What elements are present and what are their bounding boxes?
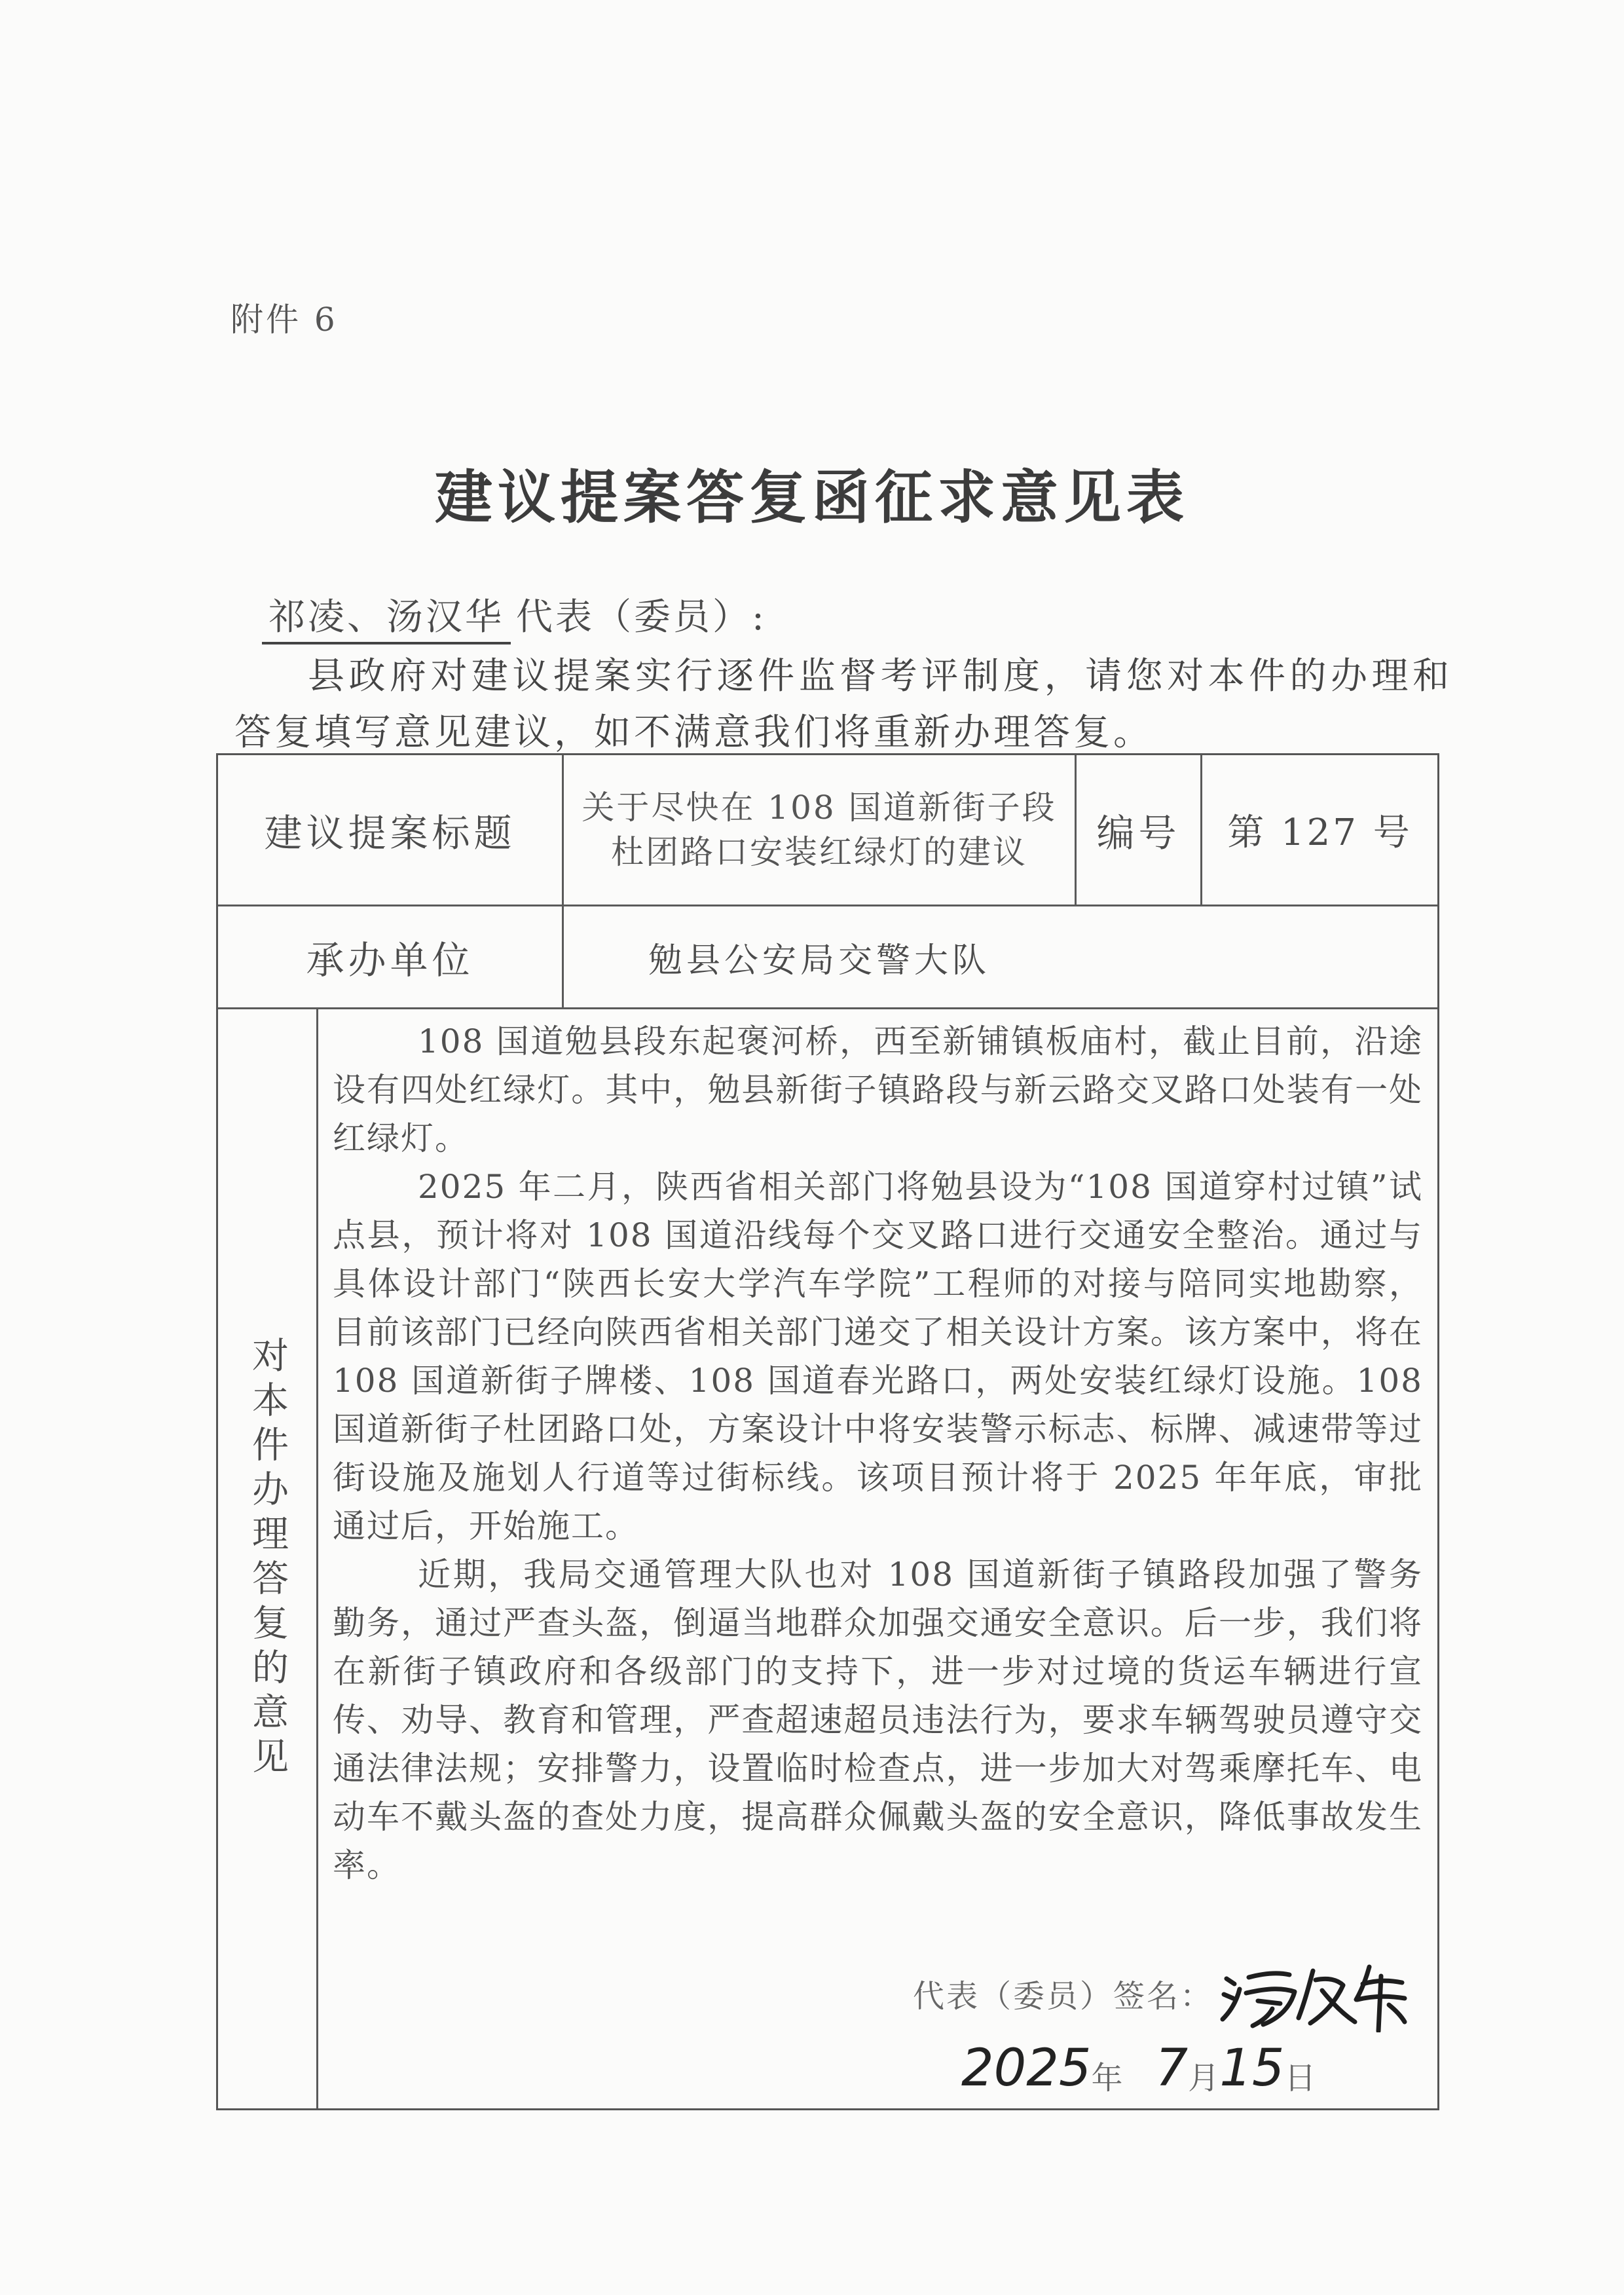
date-month: 7	[1155, 2039, 1189, 2098]
addressee-names: 祁凌、汤汉华	[262, 588, 511, 644]
date-month-unit: 月	[1188, 2060, 1220, 2097]
dept-value: 勉县公安局交警大队	[648, 941, 990, 980]
date-year: 2025	[961, 2039, 1092, 2098]
date-day: 15	[1219, 2039, 1285, 2098]
dept-label: 承办单位	[306, 938, 474, 982]
reply-body	[333, 1017, 1423, 1890]
opinion-label-text: 对本件办理答复的意见	[246, 1336, 289, 1782]
document-title: 建议提案答复函征求意见表	[434, 463, 1189, 531]
date-day-unit: 日	[1284, 2060, 1316, 2097]
opinion-label	[218, 1009, 316, 2109]
handwritten-signature	[1217, 1954, 1414, 2032]
reply-paragraph: 近期，我局交通管理大队也对 108 国道新街子镇路段加强了警务勤务，通过严查头盔，倒逼当地群众加强交通安全意识。后一步，我们将在新街子镇政府和各级部门的支持下，进一步对过境的货运车辆进行宣传、劝导、教育和管理，严查超速超员违法行为，要求车辆驾驶员遵守交通法律法规；安排警力，设置临时检查点，进一步加大对驾乘摩托车、电动车不戴头盔的查处力度，提高群众佩戴头盔的安全意识，降低事故发生率。	[333, 1556, 1423, 1884]
attachment-label: 附件 6	[231, 301, 338, 339]
proposal-title-label: 建议提案标题	[264, 811, 516, 855]
date-year-unit: 年	[1091, 2060, 1123, 2097]
number-value: 第 127 号	[1227, 812, 1412, 854]
signature-date	[961, 2039, 1316, 2098]
reply-paragraph: 2025 年二月，陕西省相关部门将勉县设为“108 国道穿村过镇”试点县，预计将对 108 国道沿线每个交叉路口进行交通安全整治。通过与具体设计部门“陕西长安大学汽车学院”工程师的对接与陪同实地勘察，目前该部门已经向陕西省相关部门递交了相关设计方案。该方案中，将在 108 国道新街子牌楼、108 国道春光路口，两处安装红绿灯设施。108 国道新街子杜团路口处，方案设计中将安装警示标志、标牌、减速带等过街设施及施划人行道等过街标线。该项目预计将于 2025 年年底，审批通过后，开始施工。	[333, 1168, 1423, 1545]
column-divider	[316, 1007, 318, 2108]
proposal-title-value: 关于尽快在 108 国道新街子段杜团路口安装红绿灯的建议	[581, 789, 1057, 871]
number-label: 编号	[1096, 811, 1181, 855]
row-divider	[218, 1007, 1437, 1009]
signature-line	[913, 1954, 1414, 2032]
addressee-line	[262, 588, 767, 644]
opinion-form-table	[216, 753, 1439, 2110]
signature-label: 代表（委员）签名：	[912, 1977, 1213, 2015]
addressee-role: 代表（委员）:	[516, 596, 767, 639]
reply-paragraph: 108 国道勉县段东起褒河桥，西至新铺镇板庙村，截止目前，沿途设有四处红绿灯。其中，勉县新街子镇路段与新云路交叉路口处装有一处红绿灯。	[333, 1022, 1423, 1157]
intro-paragraph: 县政府对建议提案实行逐件监督考评制度，请您对本件的办理和答复填写意见建议，如不满意我们将重新办理答复。	[234, 655, 1452, 754]
